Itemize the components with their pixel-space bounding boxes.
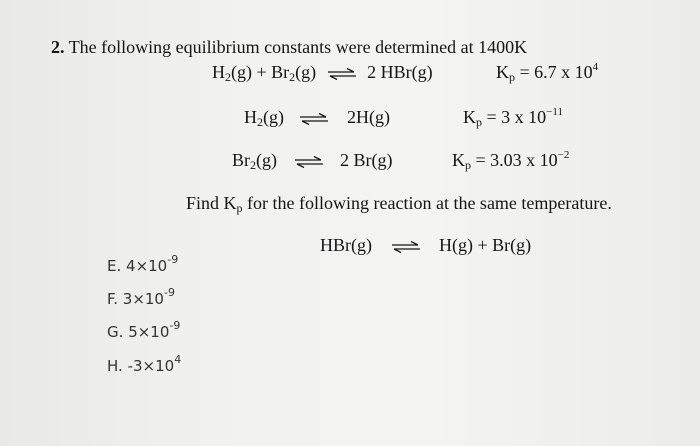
target-reaction [320, 235, 531, 256]
reaction-2-reactant: $H_2(g)$ [244, 107, 284, 129]
reaction-2-product: 2H(g) [347, 107, 390, 127]
option-letter: H. [107, 357, 123, 375]
equilibrium-arrow-icon [299, 113, 329, 125]
option-value: -3×10 [127, 357, 175, 375]
equilibrium-arrow-icon [294, 156, 324, 168]
equilibrium-arrow-icon [391, 241, 421, 253]
reaction-1 [212, 62, 433, 83]
reaction-2 [244, 107, 390, 128]
option-h[interactable]: H. $-3\times 10^4$ [107, 353, 182, 375]
question-header [51, 37, 527, 58]
find-kp-instruction: Find $K_p$ for the following reaction at the same temperature. [186, 193, 612, 215]
option-letter: E. [107, 257, 122, 275]
option-value: 4×10 [126, 257, 168, 275]
option-letter: F. [107, 290, 118, 308]
option-letter: G. [107, 323, 124, 341]
option-e[interactable]: E. $4\times 10^{-9}$ [107, 253, 179, 275]
reaction-3-product: 2 Br(g) [340, 150, 393, 170]
reaction-1-kp: $K_p = 6.7$ x $10^4$ [496, 61, 599, 84]
option-value: 5×10 [128, 323, 170, 341]
reaction-3-kp: $K_p = 3.03$ x $10^{-2}$ [452, 149, 570, 172]
option-f[interactable]: F. $3\times 10^{-9}$ [107, 286, 175, 308]
question-number: 2. [51, 37, 65, 57]
target-products: H(g) + Br(g) [439, 235, 532, 255]
reaction-1-product: 2 HBr(g) [367, 62, 433, 82]
reaction-2-kp: $K_p = 3$ x $10^{-11}$ [463, 106, 563, 129]
reaction-1-reactant-h2: $H_2(g) + Br_2(g)$ [212, 62, 317, 84]
reaction-3-reactant: $Br_2(g)$ [232, 150, 277, 172]
reaction-3 [232, 150, 393, 171]
target-reactant: HBr(g) [320, 235, 372, 255]
option-value: 3×10 [122, 290, 164, 308]
option-g[interactable]: G. $5\times 10^{-9}$ [107, 319, 181, 341]
question-text: The following equilibrium constants were determined at 1400K [68, 37, 528, 57]
equilibrium-arrow-icon [327, 68, 357, 80]
